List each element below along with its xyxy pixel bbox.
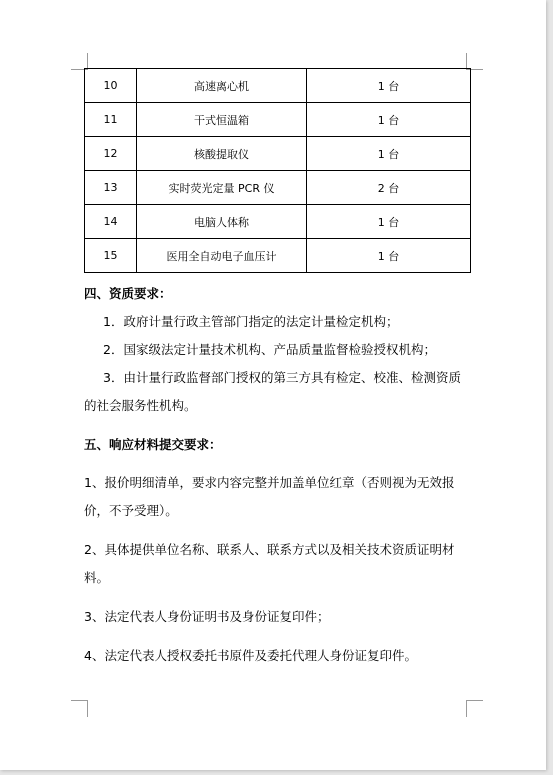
row-number: 12	[85, 137, 137, 171]
equipment-quantity: 1 台	[307, 69, 471, 103]
table-row	[85, 103, 471, 137]
equipment-quantity: 1 台	[307, 205, 471, 239]
equipment-name: 高速离心机	[137, 69, 307, 103]
equipment-name: 核酸提取仪	[137, 137, 307, 171]
row-number: 15	[85, 239, 137, 273]
submission-item-3: 3、法定代表人身份证明书及身份证复印件；	[84, 609, 330, 624]
submission-item-1-continued: 价，不予受理）。	[84, 503, 178, 518]
equipment-name: 干式恒温箱	[137, 103, 307, 137]
qualification-item-2: 2．国家级法定计量技术机构、产品质量监督检验授权机构；	[103, 342, 436, 357]
qualification-item-3-continued: 的社会服务性机构。	[84, 398, 197, 413]
section-4-heading: 四、资质要求：	[84, 286, 172, 301]
equipment-quantity: 2 台	[307, 171, 471, 205]
row-number: 11	[85, 103, 137, 137]
row-number: 14	[85, 205, 137, 239]
submission-item-2-continued: 料。	[84, 570, 110, 585]
equipment-name: 医用全自动电子血压计	[137, 239, 307, 273]
submission-item-1: 1、报价明细清单，要求内容完整并加盖单位红章（否则视为无效报	[84, 475, 455, 490]
equipment-name: 电脑人体称	[137, 205, 307, 239]
submission-item-2: 2、具体提供单位名称、联系人、联系方式以及相关技术资质证明材	[84, 542, 455, 557]
equipment-table	[84, 68, 471, 273]
equipment-quantity: 1 台	[307, 103, 471, 137]
table-row	[85, 205, 471, 239]
crop-mark-bottom-left	[71, 700, 88, 717]
table-row	[85, 239, 471, 273]
equipment-quantity: 1 台	[307, 239, 471, 273]
equipment-name: 实时荧光定量 PCR 仪	[137, 171, 307, 205]
qualification-item-1: 1．政府计量行政主管部门指定的法定计量检定机构；	[103, 314, 399, 329]
row-number: 10	[85, 69, 137, 103]
equipment-quantity: 1 台	[307, 137, 471, 171]
table-row	[85, 137, 471, 171]
row-number: 13	[85, 171, 137, 205]
crop-mark-bottom-right	[466, 700, 483, 717]
table-row	[85, 171, 471, 205]
qualification-item-3: 3．由计量行政监督部门授权的第三方具有检定、校准、检测资质	[103, 370, 461, 385]
submission-item-4: 4、法定代表人授权委托书原件及委托代理人身份证复印件。	[84, 648, 417, 663]
section-5-heading: 五、响应材料提交要求：	[84, 437, 222, 452]
table-row	[85, 69, 471, 103]
